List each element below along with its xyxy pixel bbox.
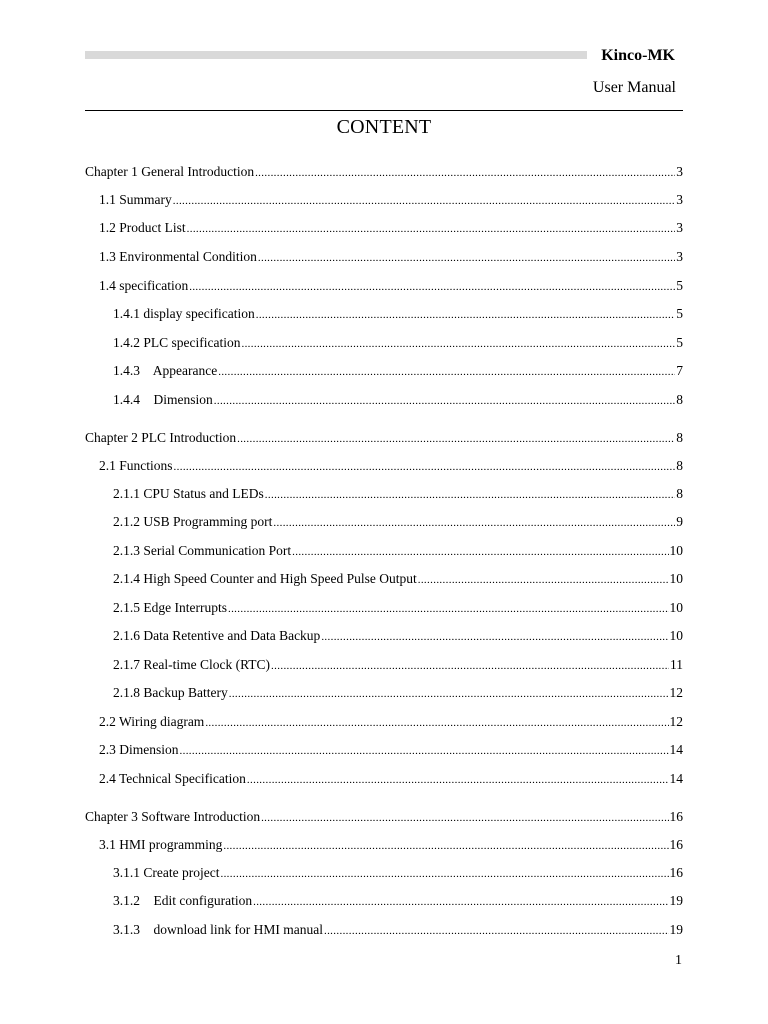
toc-entry-page: 5: [676, 306, 683, 321]
toc-dot-leader: [258, 249, 675, 267]
toc-entry-label: 2.4 Technical Specification: [99, 771, 246, 786]
toc-entry[interactable]: [113, 305, 683, 323]
toc-entry[interactable]: [99, 191, 683, 209]
toc-entry-page: 10: [669, 571, 683, 586]
toc-dot-leader: [255, 164, 675, 182]
toc-entry-page: 3: [676, 249, 683, 264]
toc-entry[interactable]: [113, 362, 683, 380]
toc-entry-label: 3.1.3 download link for HMI manual: [113, 922, 323, 937]
toc-entry[interactable]: [99, 248, 683, 266]
toc-entry-label: 2.1.8 Backup Battery: [113, 685, 228, 700]
toc-dot-leader: [229, 685, 669, 703]
toc-entry-label: 2.1.6 Data Retentive and Data Backup: [113, 628, 321, 643]
header-bar: [85, 51, 587, 59]
toc-entry-page: 10: [669, 628, 683, 643]
toc-dot-leader: [247, 771, 669, 789]
toc-entry-page: 8: [676, 486, 683, 501]
toc-entry-label: 2.1.1 CPU Status and LEDs: [113, 486, 264, 501]
toc-entry-label: 3.1.1 Create project: [113, 865, 220, 880]
toc-entry[interactable]: [113, 391, 683, 409]
toc-entry[interactable]: [113, 570, 683, 588]
toc-dot-leader: [253, 893, 668, 911]
toc-entry-page: 12: [669, 685, 683, 700]
toc-dot-leader: [173, 192, 676, 210]
toc-entry[interactable]: [113, 334, 683, 352]
toc-dot-leader: [228, 600, 669, 618]
toc-entry-label: 2.1.3 Serial Communication Port: [113, 543, 292, 558]
toc-entry-label: Chapter 2 PLC Introduction: [85, 430, 237, 445]
toc-entry-label: 2.1.5 Edge Interrupts: [113, 600, 227, 615]
toc-entry-label: 3.1 HMI programming: [99, 837, 223, 852]
toc-entry-label: 2.1 Functions: [99, 458, 173, 473]
toc-dot-leader: [273, 514, 675, 532]
toc-dot-leader: [265, 486, 675, 504]
page-number: 1: [675, 953, 682, 968]
toc-entry-page: 10: [669, 600, 683, 615]
toc-entry[interactable]: [85, 429, 683, 447]
toc-entry-page: 16: [669, 837, 683, 852]
toc-entry-label: 1.4 specification: [99, 278, 189, 293]
toc-entry-page: 16: [669, 809, 683, 824]
toc-entry-page: 12: [669, 714, 683, 729]
toc-entry-page: 19: [669, 893, 683, 908]
toc-dot-leader: [214, 392, 676, 410]
toc-entry[interactable]: [113, 864, 683, 882]
toc-entry[interactable]: [85, 163, 683, 181]
toc-dot-leader: [418, 571, 669, 589]
toc-entry-label: 1.4.4 Dimension: [113, 392, 213, 407]
toc-entry-label: 1.2 Product List: [99, 220, 186, 235]
toc-entry-page: 3: [676, 192, 683, 207]
toc-entry-label: 2.1.7 Real-time Clock (RTC): [113, 657, 271, 672]
toc-entry-page: 5: [676, 278, 683, 293]
toc-entry-label: 2.2 Wiring diagram: [99, 714, 205, 729]
toc-entry-page: 5: [676, 335, 683, 350]
header-divider: [85, 110, 683, 111]
toc-entry[interactable]: [99, 277, 683, 295]
toc-dot-leader: [180, 742, 669, 760]
toc-dot-leader: [187, 220, 676, 238]
toc-entry[interactable]: [113, 485, 683, 503]
page-title: CONTENT: [336, 116, 432, 138]
toc-dot-leader: [220, 865, 668, 883]
toc-entry-page: 3: [676, 164, 683, 179]
toc-dot-leader: [292, 543, 668, 561]
toc-entry-label: Chapter 3 Software Introduction: [85, 809, 261, 824]
toc-entry[interactable]: [113, 513, 683, 531]
toc-dot-leader: [189, 278, 675, 296]
toc-entry[interactable]: [99, 836, 683, 854]
toc-entry[interactable]: [113, 892, 683, 910]
toc-dot-leader: [256, 306, 676, 324]
toc-entry[interactable]: [113, 627, 683, 645]
toc-entry-page: 11: [670, 657, 683, 672]
toc-entry[interactable]: [99, 713, 683, 731]
toc-entry-label: 1.1 Summary: [99, 192, 172, 207]
toc-dot-leader: [271, 657, 669, 675]
toc-entry[interactable]: [113, 684, 683, 702]
document-type: User Manual: [592, 79, 676, 96]
toc-entry-page: 3: [676, 220, 683, 235]
toc-dot-leader: [261, 809, 668, 827]
toc-entry-page: 8: [676, 458, 683, 473]
toc-entry-page: 9: [676, 514, 683, 529]
toc-entry-label: 1.4.2 PLC specification: [113, 335, 241, 350]
toc-entry-label: 1.4.1 display specification: [113, 306, 255, 321]
toc-dot-leader: [174, 458, 676, 476]
toc-entry[interactable]: [99, 770, 683, 788]
toc-entry-page: 14: [669, 771, 683, 786]
toc-entry-label: 2.1.4 High Speed Counter and High Speed Pulse Output: [113, 571, 417, 586]
toc-dot-leader: [241, 335, 675, 353]
toc-dot-leader: [205, 714, 668, 732]
toc-dot-leader: [223, 837, 668, 855]
toc-entry[interactable]: [113, 656, 683, 674]
toc-entry-label: 2.1.2 USB Programming port: [113, 514, 273, 529]
toc-entry[interactable]: [113, 599, 683, 617]
toc-entry-page: 8: [676, 430, 683, 445]
toc-entry[interactable]: [85, 808, 683, 826]
toc-dot-leader: [324, 922, 669, 940]
toc-entry-page: 8: [676, 392, 683, 407]
toc-entry[interactable]: [113, 542, 683, 560]
toc-dot-leader: [218, 363, 675, 381]
toc-entry[interactable]: [113, 921, 683, 939]
toc-entry-label: 3.1.2 Edit configuration: [113, 893, 253, 908]
toc-entry-page: 19: [669, 922, 683, 937]
toc-entry-page: 10: [669, 543, 683, 558]
toc-dot-leader: [237, 430, 675, 448]
toc-entry-label: 2.3 Dimension: [99, 742, 179, 757]
brand-name: Kinco-MK: [601, 47, 675, 64]
toc-entry-page: 7: [676, 363, 683, 378]
toc-entry-page: 14: [669, 742, 683, 757]
toc-entry-label: 1.3 Environmental Condition: [99, 249, 257, 264]
toc-entry[interactable]: [99, 219, 683, 237]
toc-dot-leader: [321, 628, 668, 646]
toc-entry[interactable]: [99, 741, 683, 759]
toc-entry-label: Chapter 1 General Introduction: [85, 164, 255, 179]
toc-entry[interactable]: [99, 457, 683, 475]
toc-entry-page: 16: [669, 865, 683, 880]
toc-entry-label: 1.4.3 Appearance: [113, 363, 218, 378]
